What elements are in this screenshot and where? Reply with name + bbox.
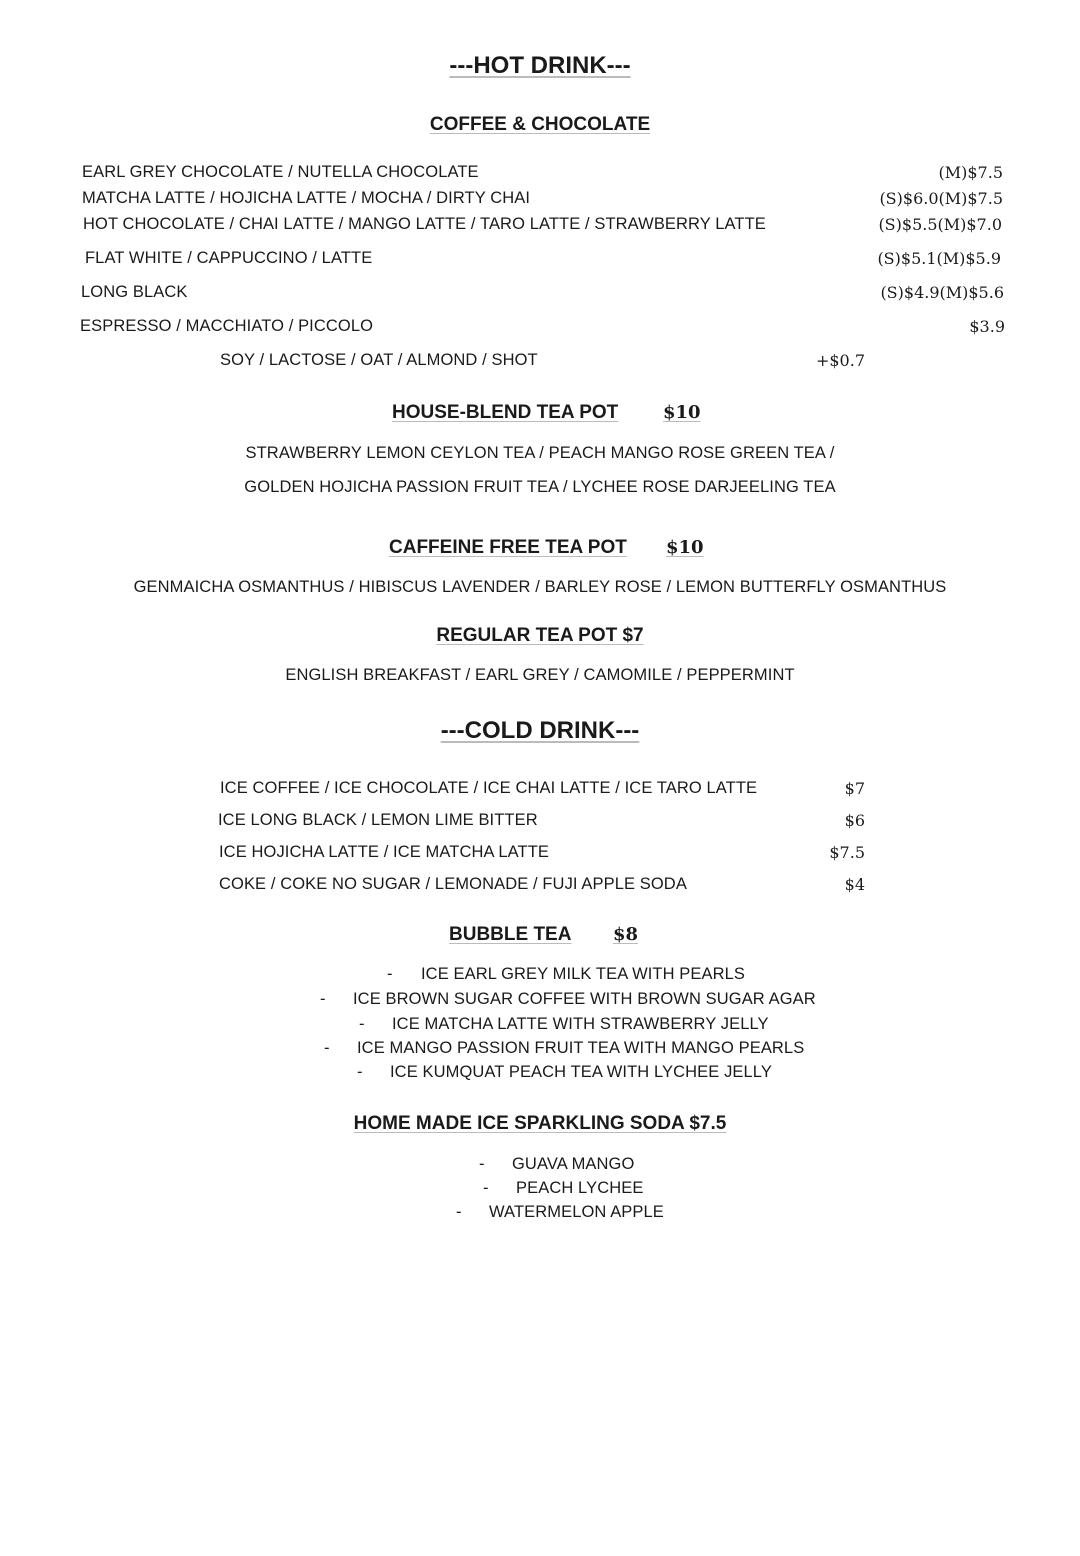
house-blend-price: $10 bbox=[663, 402, 701, 423]
caffeine-free-list: GENMAICHA OSMANTHUS / HIBISCUS LAVENDER / BARLEY ROSE / LEMON BUTTERFLY OSMANTHUS bbox=[133, 578, 947, 596]
bullet-dash: - bbox=[387, 965, 393, 983]
bullet-dash: - bbox=[357, 1063, 363, 1081]
menu-item-name: ICE HOJICHA LATTE / ICE MATCHA LATTE bbox=[219, 843, 549, 861]
caffeine-free-heading: CAFFEINE FREE TEA POT bbox=[389, 537, 627, 558]
bubble-tea-price: $8 bbox=[613, 924, 639, 945]
bullet-dash: - bbox=[359, 1015, 365, 1033]
house-blend-list-2: GOLDEN HOJICHA PASSION FRUIT TEA / LYCHEE ROSE DARJEELING TEA bbox=[244, 478, 836, 496]
regular-tea-heading: REGULAR TEA POT $7 bbox=[436, 625, 644, 646]
bubble-tea-heading: BUBBLE TEA bbox=[449, 924, 572, 945]
sparkling-soda-heading: HOME MADE ICE SPARKLING SODA $7.5 bbox=[353, 1113, 727, 1134]
menu-item-name: MATCHA LATTE / HOJICHA LATTE / MOCHA / DIRTY CHAI bbox=[82, 189, 531, 207]
bullet-dash: - bbox=[479, 1155, 485, 1173]
menu-item-name: COKE / COKE NO SUGAR / LEMONADE / FUJI APPLE SODA bbox=[219, 875, 687, 893]
menu-item-name: LONG BLACK bbox=[81, 283, 188, 301]
menu-item-price: $4 bbox=[844, 875, 865, 894]
menu-item-name: ESPRESSO / MACCHIATO / PICCOLO bbox=[80, 317, 374, 335]
soda-item: GUAVA MANGO bbox=[512, 1155, 635, 1173]
bubble-tea-item: ICE MATCHA LATTE WITH STRAWBERRY JELLY bbox=[392, 1015, 769, 1033]
menu-item-price: (S)$6.0(M)$7.5 bbox=[879, 189, 1003, 208]
soda-item: WATERMELON APPLE bbox=[489, 1203, 664, 1221]
bubble-tea-item: ICE MANGO PASSION FRUIT TEA WITH MANGO PEARLS bbox=[357, 1039, 805, 1057]
bullet-dash: - bbox=[456, 1203, 462, 1221]
bullet-dash: - bbox=[483, 1179, 489, 1197]
menu-item-name: EARL GREY CHOCOLATE / NUTELLA CHOCOLATE bbox=[82, 163, 479, 181]
menu-item-name: ICE COFFEE / ICE CHOCOLATE / ICE CHAI LATTE / ICE TARO LATTE bbox=[220, 779, 758, 797]
extras-name: SOY / LACTOSE / OAT / ALMOND / SHOT bbox=[220, 351, 538, 369]
menu-item-price: (S)$4.9(M)$5.6 bbox=[880, 283, 1004, 302]
menu-item-price: $3.9 bbox=[969, 317, 1005, 336]
extras-price: +$0.7 bbox=[815, 351, 865, 370]
bullet-dash: - bbox=[320, 990, 326, 1008]
menu-item-price: $7 bbox=[844, 779, 865, 798]
hot-drink-title: ---HOT DRINK--- bbox=[449, 52, 631, 79]
bubble-tea-item: ICE KUMQUAT PEACH TEA WITH LYCHEE JELLY bbox=[390, 1063, 772, 1081]
house-blend-list-1: STRAWBERRY LEMON CEYLON TEA / PEACH MANGO ROSE GREEN TEA / bbox=[245, 444, 835, 462]
menu-item-price: (S)$5.5(M)$7.0 bbox=[878, 215, 1002, 234]
caffeine-free-price: $10 bbox=[666, 537, 704, 558]
menu-item-price: (S)$5.1(M)$5.9 bbox=[877, 249, 1001, 268]
menu-item-price: $6 bbox=[844, 811, 865, 830]
menu-item-name: FLAT WHITE / CAPPUCCINO / LATTE bbox=[85, 249, 373, 267]
coffee-chocolate-heading: COFFEE & CHOCOLATE bbox=[429, 114, 651, 135]
bubble-tea-item: ICE EARL GREY MILK TEA WITH PEARLS bbox=[421, 965, 746, 983]
cold-drink-title: ---COLD DRINK--- bbox=[440, 717, 640, 744]
house-blend-heading: HOUSE-BLEND TEA POT bbox=[392, 402, 619, 423]
bubble-tea-item: ICE BROWN SUGAR COFFEE WITH BROWN SUGAR AGAR bbox=[353, 990, 816, 1008]
bullet-dash: - bbox=[324, 1039, 330, 1057]
menu-item-price: (M)$7.5 bbox=[938, 163, 1003, 182]
regular-tea-list: ENGLISH BREAKFAST / EARL GREY / CAMOMILE / PEPPERMINT bbox=[285, 666, 795, 684]
soda-item: PEACH LYCHEE bbox=[516, 1179, 644, 1197]
menu-item-price: $7.5 bbox=[829, 843, 865, 862]
menu-item-name: ICE LONG BLACK / LEMON LIME BITTER bbox=[218, 811, 538, 829]
menu-item-name: HOT CHOCOLATE / CHAI LATTE / MANGO LATTE / TARO LATTE / STRAWBERRY LATTE bbox=[83, 215, 766, 233]
